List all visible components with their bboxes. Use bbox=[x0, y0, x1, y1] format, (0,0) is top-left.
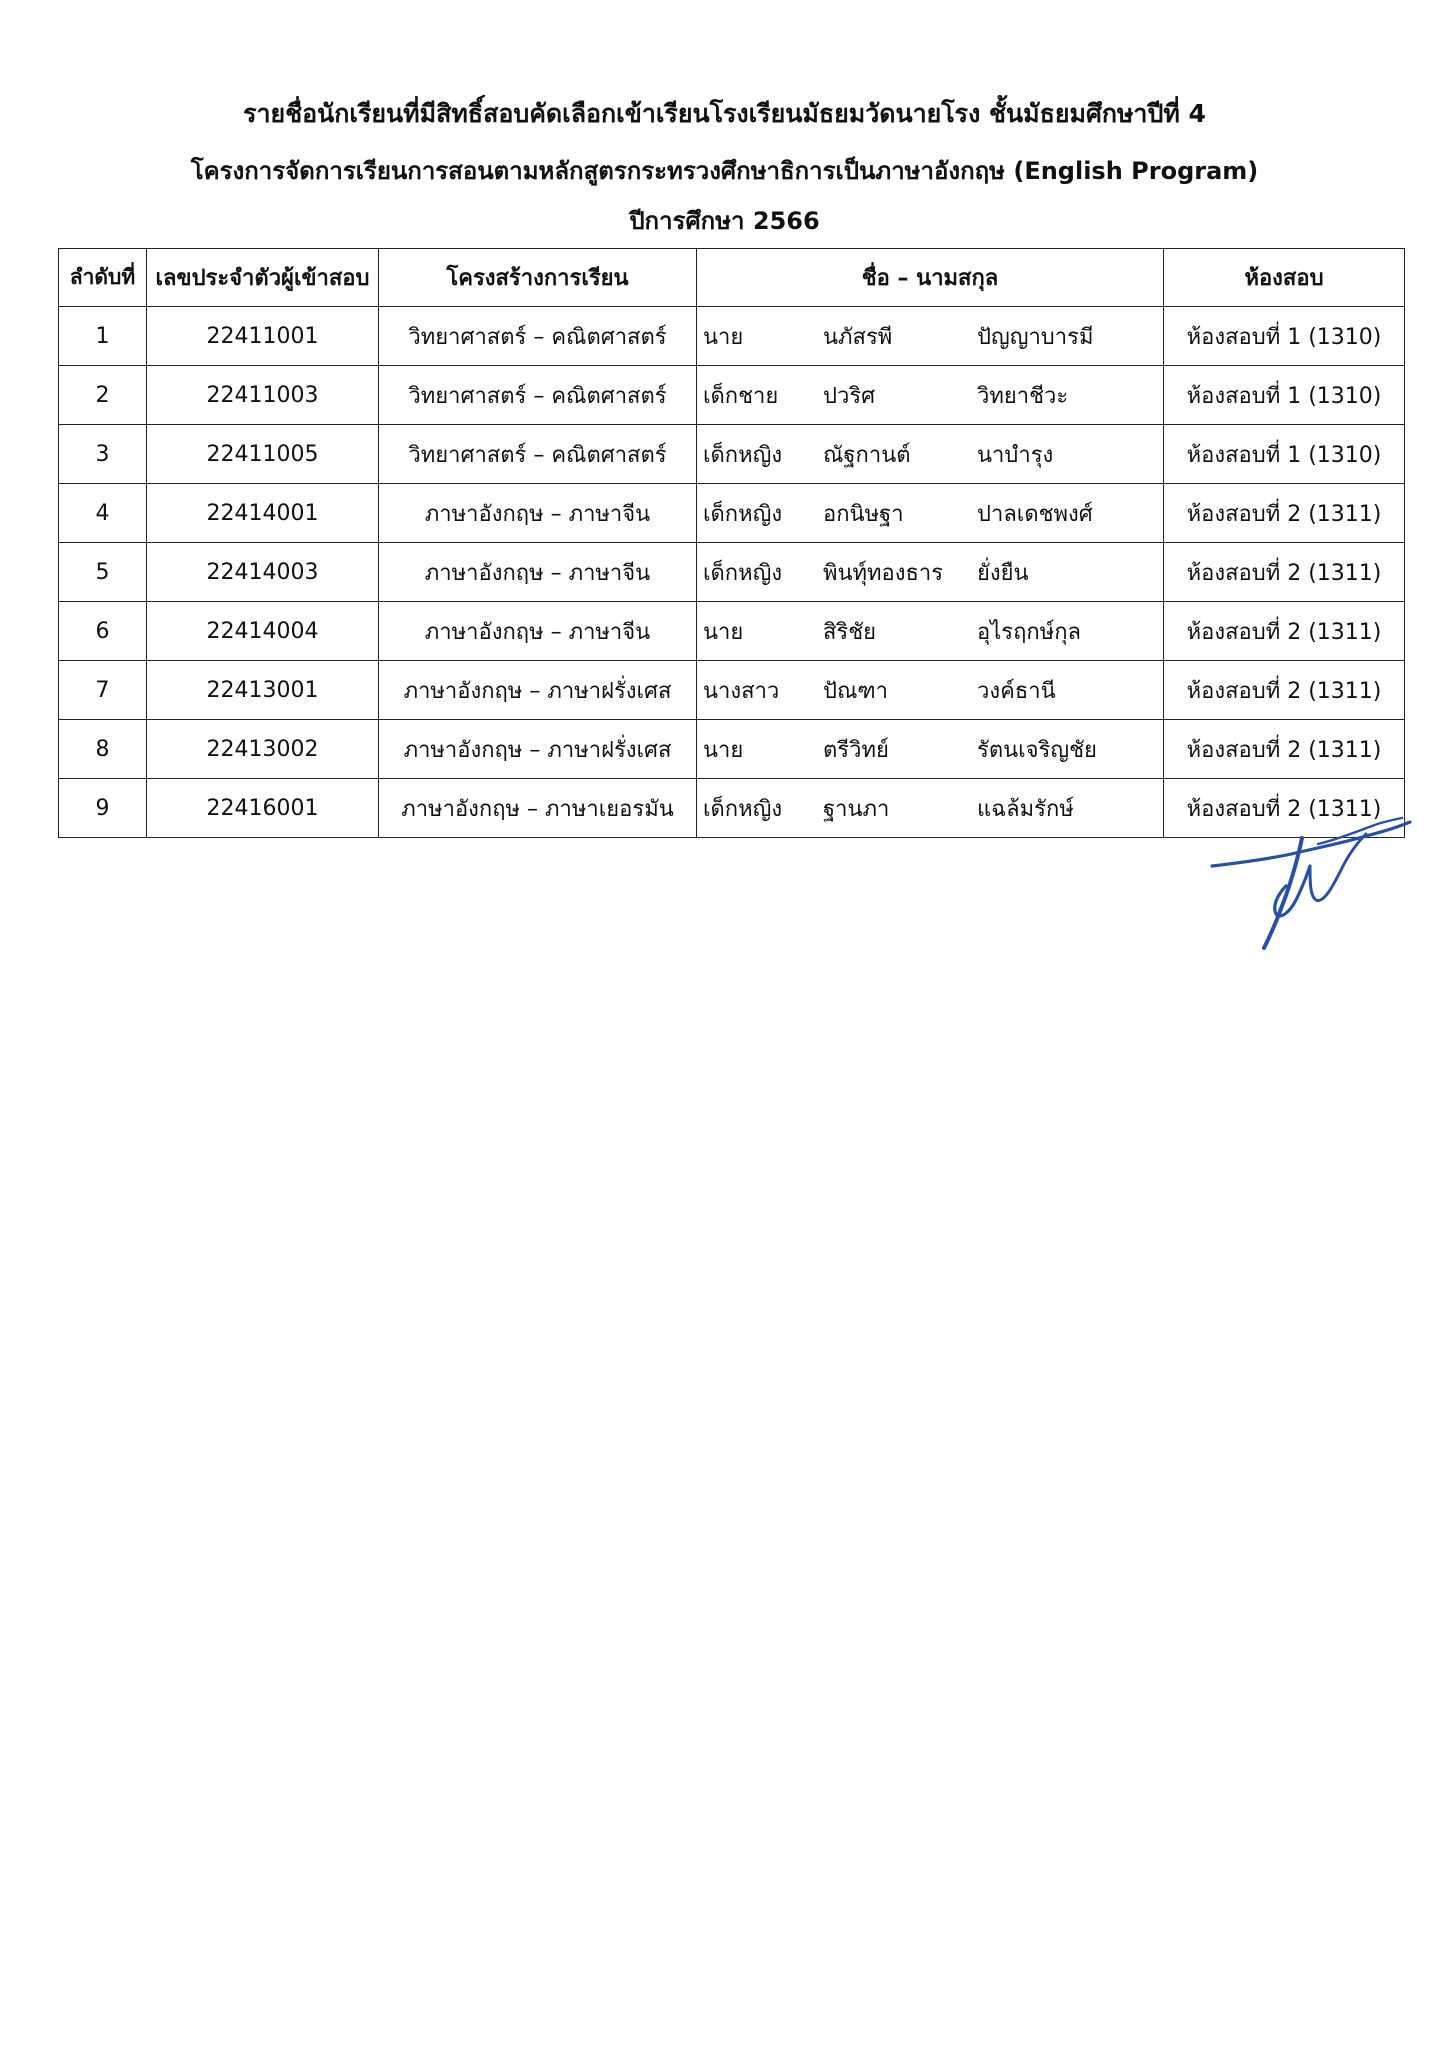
cell-exam-id: 22413002 bbox=[147, 720, 379, 779]
name-prefix: นาย bbox=[703, 619, 744, 645]
cell-room: ห้องสอบที่ 1 (1310) bbox=[1164, 307, 1405, 366]
cell-program: ภาษาอังกฤษ – ภาษาฝรั่งเศส bbox=[379, 720, 697, 779]
cell-exam-id: 22414001 bbox=[147, 484, 379, 543]
cell-name bbox=[697, 779, 1164, 838]
table-row bbox=[59, 661, 1405, 720]
cell-program: ภาษาอังกฤษ – ภาษาฝรั่งเศส bbox=[379, 661, 697, 720]
table-row bbox=[59, 366, 1405, 425]
first-name: ตรีวิทย์ bbox=[823, 737, 889, 763]
table-body bbox=[59, 307, 1405, 838]
table-row bbox=[59, 484, 1405, 543]
cell-exam-id: 22414004 bbox=[147, 602, 379, 661]
cell-name bbox=[697, 602, 1164, 661]
name-prefix: เด็กหญิง bbox=[703, 442, 783, 468]
table-row bbox=[59, 307, 1405, 366]
cell-no: 8 bbox=[59, 720, 147, 779]
column-header-room: ห้องสอบ bbox=[1164, 249, 1405, 307]
cell-exam-id: 22413001 bbox=[147, 661, 379, 720]
cell-name bbox=[697, 425, 1164, 484]
last-name: รัตนเจริญชัย bbox=[977, 737, 1097, 763]
cell-no: 2 bbox=[59, 366, 147, 425]
cell-exam-id: 22414003 bbox=[147, 543, 379, 602]
cell-name bbox=[697, 484, 1164, 543]
table-header-row bbox=[59, 249, 1405, 307]
cell-room: ห้องสอบที่ 2 (1311) bbox=[1164, 779, 1405, 838]
first-name: ฐานภา bbox=[823, 796, 890, 822]
last-name: อุไรฤกษ์กุล bbox=[977, 619, 1082, 645]
name-prefix: นาย bbox=[703, 324, 744, 350]
signature-stroke bbox=[1212, 822, 1410, 866]
name-prefix: เด็กหญิง bbox=[703, 796, 783, 822]
last-name: วิทยาชีวะ bbox=[977, 383, 1069, 409]
column-header-exam-id: เลขประจำตัวผู้เข้าสอบ bbox=[147, 249, 379, 307]
cell-exam-id: 22411001 bbox=[147, 307, 379, 366]
cell-room: ห้องสอบที่ 2 (1311) bbox=[1164, 661, 1405, 720]
signature-image bbox=[1206, 808, 1416, 958]
cell-no: 6 bbox=[59, 602, 147, 661]
name-prefix: เด็กหญิง bbox=[703, 501, 783, 527]
cell-name bbox=[697, 720, 1164, 779]
cell-no: 4 bbox=[59, 484, 147, 543]
cell-no: 3 bbox=[59, 425, 147, 484]
first-name: ณัฐกานต์ bbox=[823, 442, 911, 468]
column-header-name: ชื่อ – นามสกุล bbox=[697, 249, 1164, 307]
cell-name bbox=[697, 661, 1164, 720]
table-row bbox=[59, 602, 1405, 661]
cell-program: ภาษาอังกฤษ – ภาษาจีน bbox=[379, 543, 697, 602]
document-subtitle: โครงการจัดการเรียนการสอนตามหลักสูตรกระทรวงศึกษาธิการเป็นภาษาอังกฤษ (English Program) bbox=[190, 157, 1259, 185]
cell-program: วิทยาศาสตร์ – คณิตศาสตร์ bbox=[379, 425, 697, 484]
document-title: รายชื่อนักเรียนที่มีสิทธิ์สอบคัดเลือกเข้าเรียนโรงเรียนมัธยมวัดนายโรง ชั้นมัธยมศึกษาปีที่ 4 bbox=[243, 99, 1206, 128]
first-name: นภัสรพี bbox=[823, 324, 893, 350]
first-name: ปัณฑา bbox=[823, 678, 888, 704]
last-name: ปัญญาบารมี bbox=[977, 324, 1094, 350]
column-header-no: ลำดับที่ bbox=[59, 249, 147, 307]
name-prefix: เด็กหญิง bbox=[703, 560, 783, 586]
last-name: แฉล้มรักษ์ bbox=[977, 796, 1074, 822]
name-prefix: นาย bbox=[703, 737, 744, 763]
cell-room: ห้องสอบที่ 1 (1310) bbox=[1164, 425, 1405, 484]
cell-room: ห้องสอบที่ 1 (1310) bbox=[1164, 366, 1405, 425]
cell-program: วิทยาศาสตร์ – คณิตศาสตร์ bbox=[379, 307, 697, 366]
cell-room: ห้องสอบที่ 2 (1311) bbox=[1164, 484, 1405, 543]
last-name: ยั่งยืน bbox=[977, 560, 1029, 586]
cell-no: 5 bbox=[59, 543, 147, 602]
table-row bbox=[59, 779, 1405, 838]
table-row bbox=[59, 543, 1405, 602]
cell-program: ภาษาอังกฤษ – ภาษาจีน bbox=[379, 602, 697, 661]
cell-room: ห้องสอบที่ 2 (1311) bbox=[1164, 543, 1405, 602]
cell-program: ภาษาอังกฤษ – ภาษาเยอรมัน bbox=[379, 779, 697, 838]
cell-exam-id: 22416001 bbox=[147, 779, 379, 838]
cell-no: 1 bbox=[59, 307, 147, 366]
last-name: วงค์ธานี bbox=[977, 678, 1056, 704]
cell-no: 9 bbox=[59, 779, 147, 838]
table-row bbox=[59, 425, 1405, 484]
last-name: ปาลเดชพงศ์ bbox=[977, 501, 1093, 527]
name-prefix: นางสาว bbox=[703, 678, 780, 704]
cell-no: 7 bbox=[59, 661, 147, 720]
cell-name bbox=[697, 543, 1164, 602]
column-header-program: โครงสร้างการเรียน bbox=[379, 249, 697, 307]
first-name: สิริชัย bbox=[823, 619, 877, 645]
cell-exam-id: 22411005 bbox=[147, 425, 379, 484]
cell-program: ภาษาอังกฤษ – ภาษาจีน bbox=[379, 484, 697, 543]
name-prefix: เด็กชาย bbox=[703, 383, 779, 409]
cell-room: ห้องสอบที่ 2 (1311) bbox=[1164, 602, 1405, 661]
cell-room: ห้องสอบที่ 2 (1311) bbox=[1164, 720, 1405, 779]
cell-exam-id: 22411003 bbox=[147, 366, 379, 425]
table-row bbox=[59, 720, 1405, 779]
last-name: นาบำรุง bbox=[977, 442, 1054, 468]
first-name: พินทุ์ทองธาร bbox=[823, 560, 944, 586]
first-name: อกนิษฐา bbox=[823, 501, 904, 527]
cell-program: วิทยาศาสตร์ – คณิตศาสตร์ bbox=[379, 366, 697, 425]
cell-name bbox=[697, 366, 1164, 425]
candidate-table bbox=[58, 248, 1405, 838]
academic-year: ปีการศึกษา 2566 bbox=[629, 207, 820, 235]
first-name: ปวริศ bbox=[823, 383, 876, 409]
cell-name bbox=[697, 307, 1164, 366]
